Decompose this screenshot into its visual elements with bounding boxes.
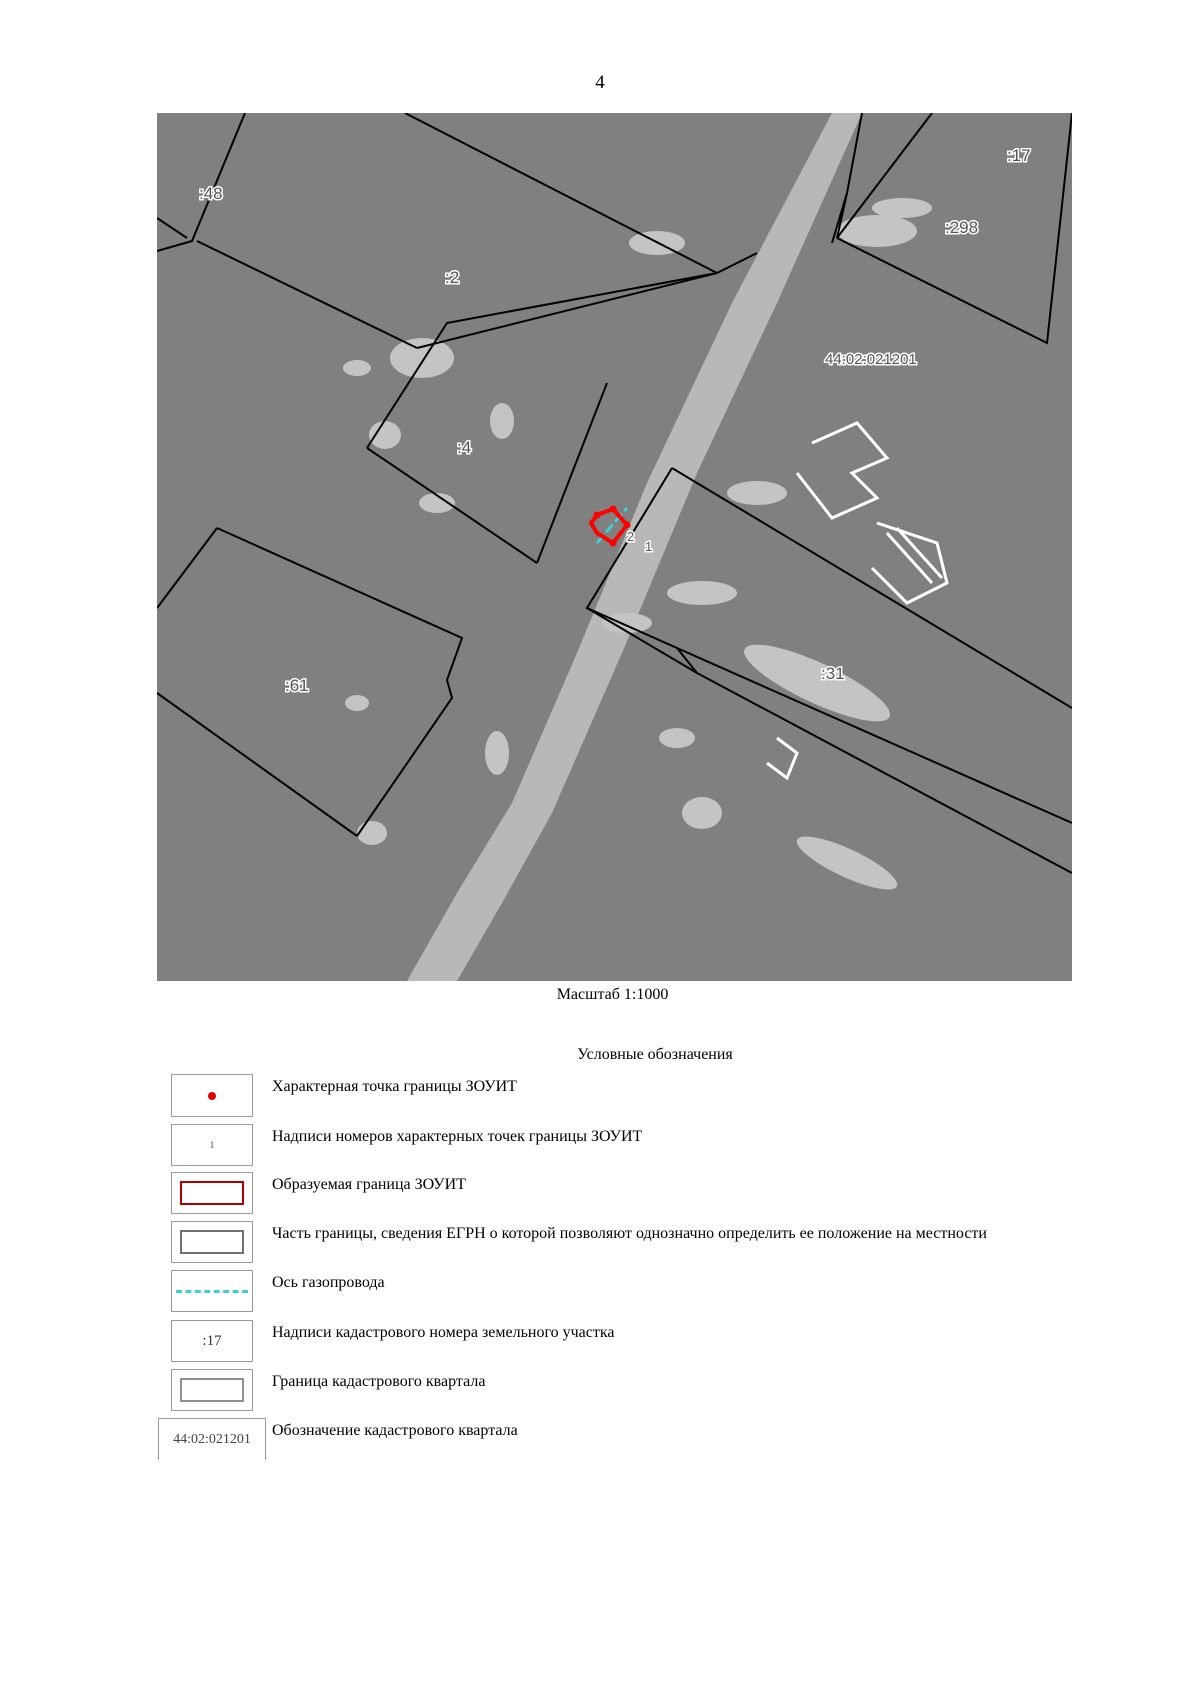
parcel-label-298: :298 — [945, 218, 979, 237]
map-scale: Масштаб 1:1000 — [556, 986, 669, 1003]
quarter-code-sample: 44:02:021201 — [173, 1431, 251, 1447]
point-number-sample: 1 — [209, 1140, 215, 1150]
legend-symbol — [158, 1418, 266, 1460]
parcel-label-48: :48 — [199, 184, 223, 203]
legend-symbol — [171, 1172, 253, 1214]
map-background — [157, 113, 1072, 981]
zouit-point — [594, 512, 601, 519]
legend-text: Характерная точка границы ЗОУИТ — [272, 1078, 517, 1095]
quarter-label: 44:02:021201 — [825, 351, 917, 368]
cadastral-map[interactable] — [157, 113, 1072, 981]
legend-symbol — [171, 1074, 253, 1117]
zouit-point — [610, 506, 617, 513]
point-label-1: 1 — [645, 539, 653, 554]
parcel-label-61: :61 — [285, 676, 309, 695]
legend-text: Надписи кадастрового номера земельного участка — [272, 1324, 615, 1341]
legend-symbol — [171, 1221, 253, 1263]
zouit-point — [624, 522, 631, 529]
parcel-label-31: :31 — [821, 664, 845, 683]
parcel-label-4: :4 — [457, 438, 472, 457]
legend-text: Часть границы, сведения ЕГРН о которой позволяют однозначно определить ее положение на местности — [272, 1225, 987, 1242]
legend-symbol — [171, 1369, 253, 1411]
kad-number-sample: :17 — [202, 1332, 222, 1349]
legend-text: Граница кадастрового квартала — [272, 1373, 486, 1390]
parcel-label-2: :2 — [445, 268, 460, 287]
cyan-dash-icon — [176, 1290, 248, 1293]
page-number: 4 — [595, 72, 605, 93]
legend-text: Образуемая граница ЗОУИТ — [272, 1176, 466, 1193]
legend-text: Обозначение кадастрового квартала — [272, 1422, 518, 1439]
legend-title: Условные обозначения — [577, 1046, 733, 1063]
point-label-2: 2 — [627, 529, 635, 544]
gray-rect-icon — [180, 1230, 244, 1254]
red-rect-icon — [180, 1181, 244, 1205]
red-dot-icon — [208, 1092, 216, 1100]
quarter-rect-icon — [180, 1378, 244, 1402]
map-canvas — [157, 113, 1072, 981]
legend-symbol — [171, 1270, 253, 1312]
legend-symbol — [171, 1320, 253, 1362]
legend-symbol — [171, 1124, 253, 1166]
parcel-label-17: :17 — [1007, 146, 1031, 165]
legend-text: Надписи номеров характерных точек границы ЗОУИТ — [272, 1128, 643, 1145]
zouit-point — [610, 540, 617, 547]
legend-text: Ось газопровода — [272, 1274, 385, 1291]
